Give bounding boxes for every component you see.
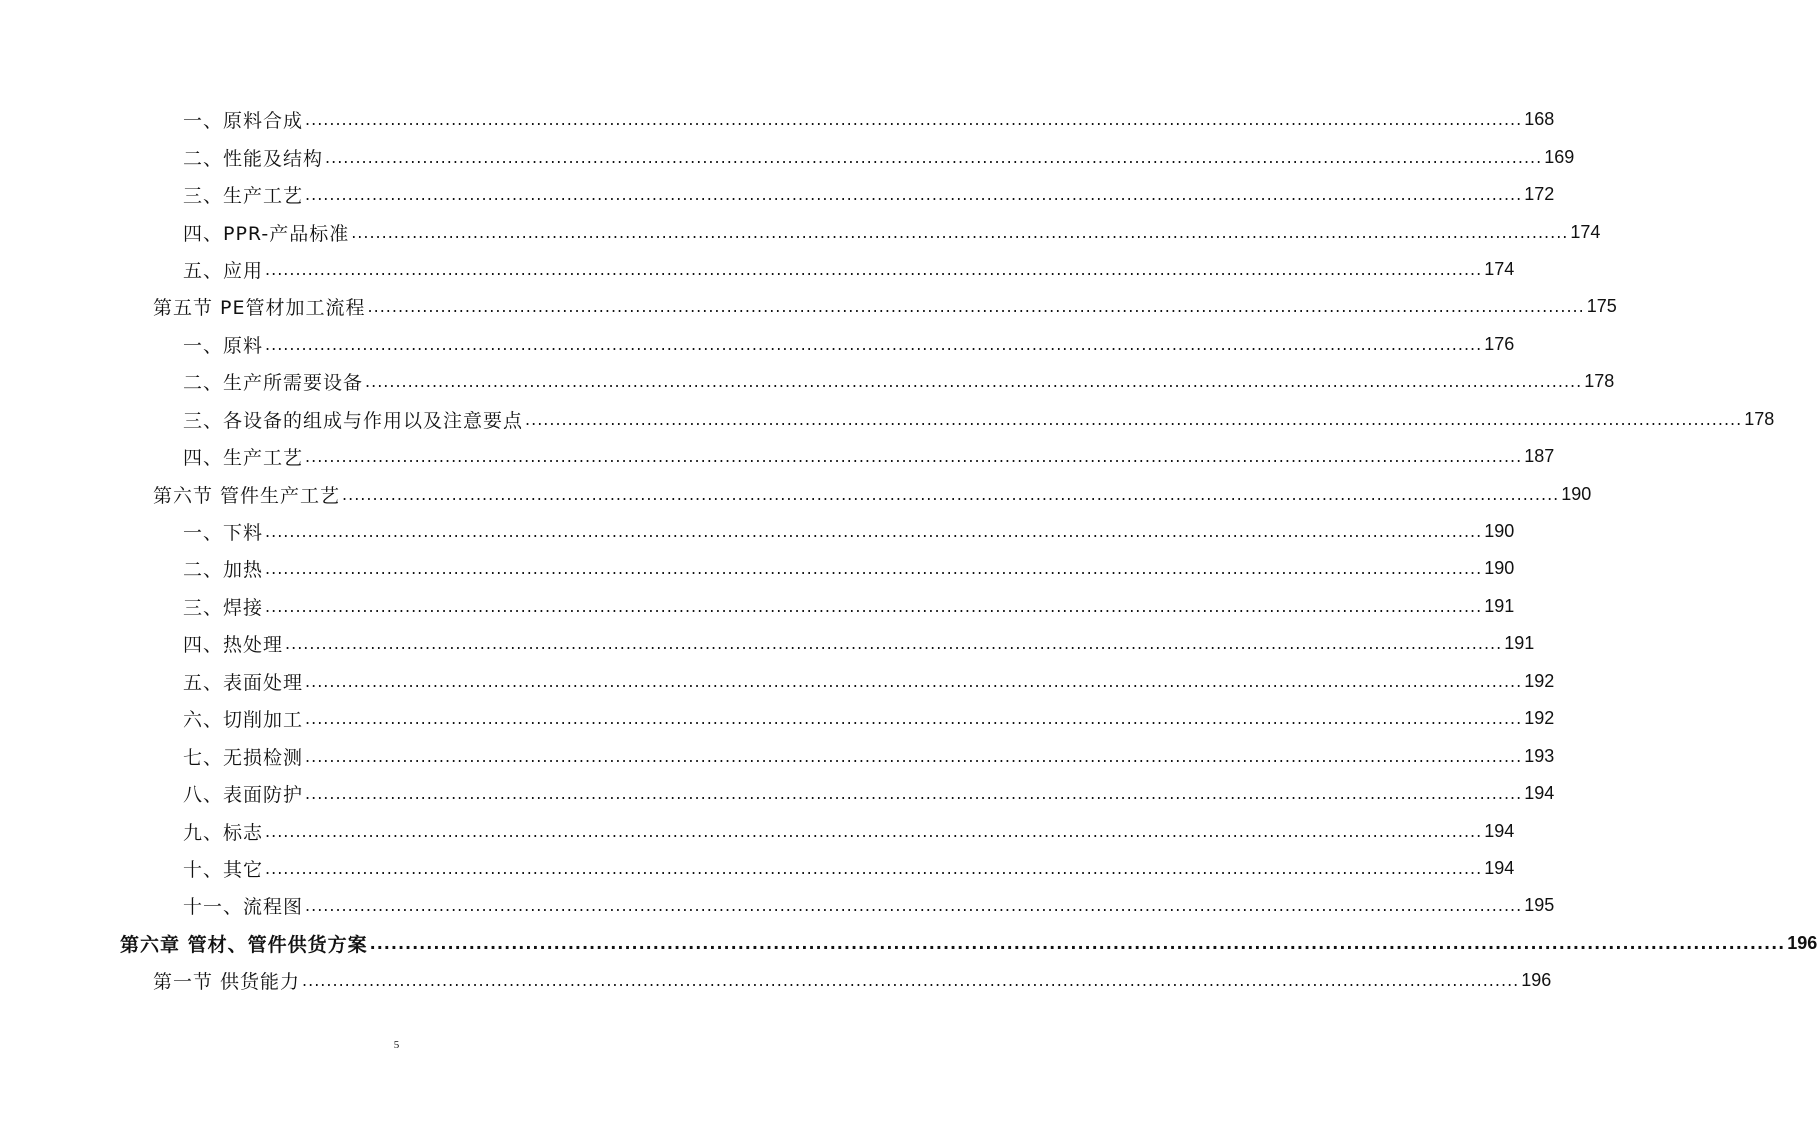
toc-entry-line <box>183 588 1515 625</box>
toc-entry-line <box>120 925 1817 962</box>
toc-entry[interactable] <box>0 850 1515 887</box>
toc-entry-line <box>183 326 1515 363</box>
toc-entry-title: 四、热处理 <box>183 634 284 657</box>
toc-entry-page: 174 <box>1570 221 1601 242</box>
toc-entry-title: 三、各设备的组成与作用以及注意要点 <box>183 409 524 432</box>
dot-leader: ........................................................................................................................................................................................................ <box>305 784 1523 804</box>
toc-entry[interactable] <box>0 588 1515 625</box>
toc-entry-page: 194 <box>1524 783 1555 804</box>
toc-entry-line <box>183 738 1555 775</box>
toc-entry-title: 一、原料合成 <box>183 110 304 133</box>
dot-leader: ........................................................................................................................................................................................................ <box>265 522 1483 542</box>
toc-entry-title: 第一节 供货能力 <box>153 971 301 994</box>
toc-entry-line <box>153 962 1552 999</box>
toc-entry-page: 194 <box>1484 857 1515 878</box>
toc-entry-line <box>183 251 1515 288</box>
toc-entry[interactable] <box>0 812 1515 849</box>
toc-entry-line <box>183 176 1555 213</box>
toc-entry-page: 172 <box>1524 184 1555 205</box>
toc-entry-line <box>153 476 1592 513</box>
toc-entry[interactable] <box>0 887 1555 924</box>
toc-entry[interactable] <box>0 251 1515 288</box>
toc-entry-line <box>183 214 1601 251</box>
toc-entry-line <box>183 513 1515 550</box>
toc-entry-title: 三、生产工艺 <box>183 185 304 208</box>
dot-leader: ........................................................................................................................................................................................................ <box>265 858 1483 878</box>
toc-entry-page: 176 <box>1484 333 1515 354</box>
toc-entry-page: 174 <box>1484 258 1515 279</box>
dot-leader: ........................................................................................................................................................................................................ <box>305 185 1523 205</box>
toc-entry-title: 四、PPR-产品标准 <box>183 222 350 245</box>
toc-entry-title: 二、性能及结构 <box>183 147 324 170</box>
toc-entry-page: 195 <box>1524 895 1555 916</box>
page-number: 5 <box>393 1039 400 1051</box>
toc-entry-page: 194 <box>1484 820 1515 841</box>
toc-entry-title: 八、表面防护 <box>183 784 304 807</box>
dot-leader: ........................................................................................................................................................................................................ <box>302 971 1520 991</box>
toc-entry-page: 190 <box>1484 558 1515 579</box>
dot-leader: ........................................................................................................................................................................................................ <box>305 671 1523 691</box>
dot-leader: ........................................................................................................................................................................................................ <box>305 709 1523 729</box>
toc-entry[interactable] <box>0 176 1555 213</box>
toc-entry[interactable] <box>0 475 1592 512</box>
toc-entry-line <box>183 850 1515 887</box>
toc-entry-page: 196 <box>1521 970 1552 991</box>
dot-leader: ........................................................................................................................................................................................................ <box>265 559 1483 579</box>
dot-leader: ........................................................................................................................................................................................................ <box>265 334 1483 354</box>
toc-entry-title: 第五节 PE管材加工流程 <box>153 297 366 320</box>
toc-entry-line <box>183 101 1555 138</box>
toc-entry-title: 六、切削加工 <box>183 709 304 732</box>
toc-entry-title: 第六节 管件生产工艺 <box>153 484 341 507</box>
dot-leader: ........................................................................................................................................................................................................ <box>342 484 1560 504</box>
toc-entry-title: 二、加热 <box>183 559 264 582</box>
toc-entry-page: 168 <box>1524 109 1555 130</box>
dot-leader: ........................................................................................................................................................................................................ <box>525 409 1743 429</box>
toc-entry[interactable] <box>0 401 1775 438</box>
toc-entry[interactable] <box>0 700 1555 737</box>
toc-entry[interactable] <box>0 101 1555 138</box>
toc-entry-page: 169 <box>1544 146 1575 167</box>
toc-entry-line <box>183 363 1615 400</box>
dot-leader: ........................................................................................................................................................................................................ <box>365 372 1583 392</box>
toc-entry-page: 191 <box>1504 633 1535 654</box>
toc-entry[interactable] <box>0 625 1535 662</box>
toc-entry[interactable] <box>0 363 1615 400</box>
toc-entry-page: 192 <box>1524 708 1555 729</box>
toc-entry-page: 191 <box>1484 595 1515 616</box>
toc-entry-page: 178 <box>1744 408 1775 429</box>
toc-entry-line <box>183 813 1515 850</box>
toc-entry-line <box>183 625 1535 662</box>
toc-entry-title: 三、焊接 <box>183 596 264 619</box>
dot-leader: ........................................................................................................................................................................................................ <box>351 222 1569 242</box>
toc-entry-line <box>183 438 1555 475</box>
toc-entry-page: 175 <box>1586 296 1617 317</box>
toc-entry[interactable] <box>0 513 1515 550</box>
toc-entry-title: 九、标志 <box>183 821 264 844</box>
dot-leader: ........................................................................................................................................................................................................ <box>305 896 1523 916</box>
toc-entry-line <box>183 139 1575 176</box>
dot-leader: ........................................................................................................................................................................................................ <box>265 821 1483 841</box>
toc-entry-title: 五、应用 <box>183 259 264 282</box>
toc-entry-page: 196 <box>1787 932 1817 953</box>
toc-entry[interactable] <box>0 775 1555 812</box>
toc-entry[interactable] <box>0 326 1515 363</box>
toc-entry-title: 第六章 管材、管件供货方案 <box>120 933 368 956</box>
dot-leader: ........................................................................................................................................................................................................ <box>265 596 1483 616</box>
toc-entry-title: 一、下料 <box>183 522 264 545</box>
dot-leader: ........................................................................................................................................................................................................ <box>265 259 1483 279</box>
dot-leader: ........................................................................................................................................................................................................ <box>325 147 1543 167</box>
toc-entry-title: 一、原料 <box>183 334 264 357</box>
dot-leader: ........................................................................................................................................................................................................ <box>285 634 1503 654</box>
toc-entry-title: 七、无损检测 <box>183 746 304 769</box>
table-of-contents <box>0 101 1817 1000</box>
toc-entry-line <box>183 663 1555 700</box>
toc-entry[interactable] <box>0 438 1555 475</box>
toc-entry[interactable] <box>0 737 1555 774</box>
toc-entry[interactable] <box>0 663 1555 700</box>
dot-leader: ........................................................................................................................................................................................................ <box>367 297 1585 317</box>
toc-entry-line <box>183 700 1555 737</box>
toc-entry-page: 190 <box>1484 521 1515 542</box>
toc-entry-line <box>183 775 1555 812</box>
toc-entry[interactable] <box>0 213 1601 250</box>
toc-entry[interactable] <box>0 288 1617 325</box>
toc-entry[interactable] <box>0 550 1515 587</box>
dot-leader: ........................................................................................................................................................................................................ <box>369 933 1786 953</box>
toc-entry-title: 五、表面处理 <box>183 671 304 694</box>
toc-entry-page: 192 <box>1524 670 1555 691</box>
toc-entry-page: 193 <box>1524 745 1555 766</box>
toc-entry-page: 178 <box>1584 371 1615 392</box>
toc-entry-line <box>183 550 1515 587</box>
toc-entry-title: 四、生产工艺 <box>183 447 304 470</box>
toc-entry[interactable] <box>0 962 1552 999</box>
toc-entry-title: 十一、流程图 <box>183 896 304 919</box>
dot-leader: ........................................................................................................................................................................................................ <box>305 110 1523 130</box>
dot-leader: ........................................................................................................................................................................................................ <box>305 447 1523 467</box>
toc-entry-title: 十、其它 <box>183 858 264 881</box>
dot-leader: ........................................................................................................................................................................................................ <box>305 746 1523 766</box>
toc-entry[interactable] <box>0 925 1817 962</box>
toc-entry-line <box>183 887 1555 924</box>
toc-entry[interactable] <box>0 138 1575 175</box>
toc-entry-line <box>183 401 1775 438</box>
toc-entry-page: 190 <box>1561 483 1592 504</box>
toc-entry-page: 187 <box>1524 446 1555 467</box>
toc-entry-line <box>153 288 1617 325</box>
toc-entry-title: 二、生产所需要设备 <box>183 372 364 395</box>
